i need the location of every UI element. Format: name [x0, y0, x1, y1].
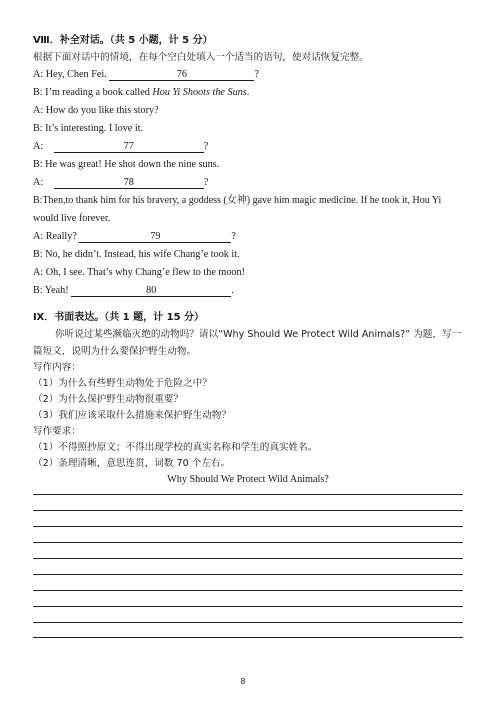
answer-blank-76[interactable]	[109, 69, 254, 81]
writing-line[interactable]	[33, 526, 463, 527]
writing-content-label: 写作内容：	[33, 362, 81, 373]
writing-prompt-line-2: 篇短文，说明为什么要保护野生动物。	[33, 346, 197, 357]
section-8-heading: Ⅷ．补全对话。（共 5 小题，计 5 分）	[33, 35, 213, 46]
section-8-instruction: 根据下面对话中的情境，在每个空白处填入一个适当的语句，使对话恢复完整。	[33, 52, 369, 63]
dialogue-line-7-end: ?	[203, 177, 209, 188]
dialogue-line-10: B: No, he didn’t. Instead, his wife Chang’e took it.	[33, 249, 240, 260]
writing-content-item-3: （3）我们应该采取什么措施来保护野生动物？	[33, 410, 231, 421]
dialogue-line-6: B: He was great! He shot down the nine suns.	[33, 159, 220, 170]
writing-requirements-label: 写作要求：	[33, 426, 81, 437]
dialogue-line-9-text: A: Really?	[33, 231, 77, 242]
dialogue-line-1-text: A: Hey, Chen Fei.	[33, 69, 107, 80]
dialogue-line-12	[33, 284, 234, 297]
writing-content-item-2: （2）为什么保护野生动物很重要？	[33, 394, 184, 405]
dialogue-line-2-end: .	[246, 87, 250, 98]
dialogue-line-1	[33, 68, 259, 81]
dialogue-line-12-end: .	[231, 285, 234, 296]
writing-line[interactable]	[33, 622, 463, 623]
dialogue-line-7-text: A:	[33, 177, 44, 188]
dialogue-line-7	[33, 176, 208, 189]
blank-number-78: 78	[123, 177, 134, 188]
page-number: 8	[240, 676, 246, 686]
dialogue-line-1-end: ?	[254, 69, 259, 80]
answer-blank-78[interactable]	[54, 177, 204, 189]
writing-line[interactable]	[33, 590, 463, 591]
writing-line[interactable]	[33, 637, 463, 638]
dialogue-line-8-continued: would live forever.	[33, 213, 111, 224]
blank-number-77: 77	[123, 141, 134, 152]
writing-prompt-line-1: 你听说过某些濒临灭绝的动物吗？请以“Why Should We Protect Wild Animals?” 为题，写一	[55, 329, 462, 340]
essay-title: Why Should We Protect Wild Animals?	[167, 474, 329, 485]
blank-number-80: 80	[146, 285, 157, 296]
answer-blank-79[interactable]	[79, 231, 231, 243]
dialogue-line-9-end: ?	[231, 231, 236, 242]
writing-requirement-item-1: （1）不得照抄原文；不得出现学校的真实名称和学生的真实姓名。	[33, 442, 318, 453]
answer-blank-80[interactable]	[71, 285, 231, 297]
writing-line[interactable]	[33, 574, 463, 575]
writing-line[interactable]	[33, 606, 463, 607]
writing-content-item-1: （1）为什么有些野生动物处于危险之中？	[33, 378, 212, 389]
dialogue-line-2	[33, 86, 249, 99]
dialogue-line-2-text: B: I’m reading a book called	[33, 87, 153, 98]
book-title: Hou Yi Shoots the Suns	[152, 87, 247, 98]
writing-line[interactable]	[33, 510, 463, 511]
blank-number-79: 79	[150, 231, 161, 242]
dialogue-line-4: B: It’s interesting. I love it.	[33, 123, 144, 134]
writing-requirement-item-2: （2）条理清晰，意思连贯，词数 70 个左右。	[33, 458, 231, 469]
dialogue-line-11: A: Oh, I see. That’s why Chang’e flew to the moon!	[33, 267, 246, 278]
writing-line[interactable]	[33, 542, 463, 543]
dialogue-line-5-end: ?	[203, 141, 209, 152]
blank-number-76: 76	[176, 69, 187, 80]
dialogue-line-3: A: How do you like this story?	[33, 105, 159, 116]
dialogue-line-5-text: A:	[33, 141, 44, 152]
dialogue-line-9	[33, 230, 236, 243]
writing-line[interactable]	[33, 494, 463, 495]
dialogue-line-8: B:Then,to thank him for his bravery, a goddess (女神) gave him magic medicine. If he took it, Hou Yi	[33, 195, 442, 206]
section-9-heading: Ⅸ．书面表达。（共 1 题，计 15 分）	[33, 312, 205, 323]
writing-line[interactable]	[33, 558, 463, 559]
dialogue-line-5	[33, 140, 208, 153]
answer-blank-77[interactable]	[54, 141, 204, 153]
dialogue-line-12-text: B: Yeah!	[33, 285, 69, 296]
